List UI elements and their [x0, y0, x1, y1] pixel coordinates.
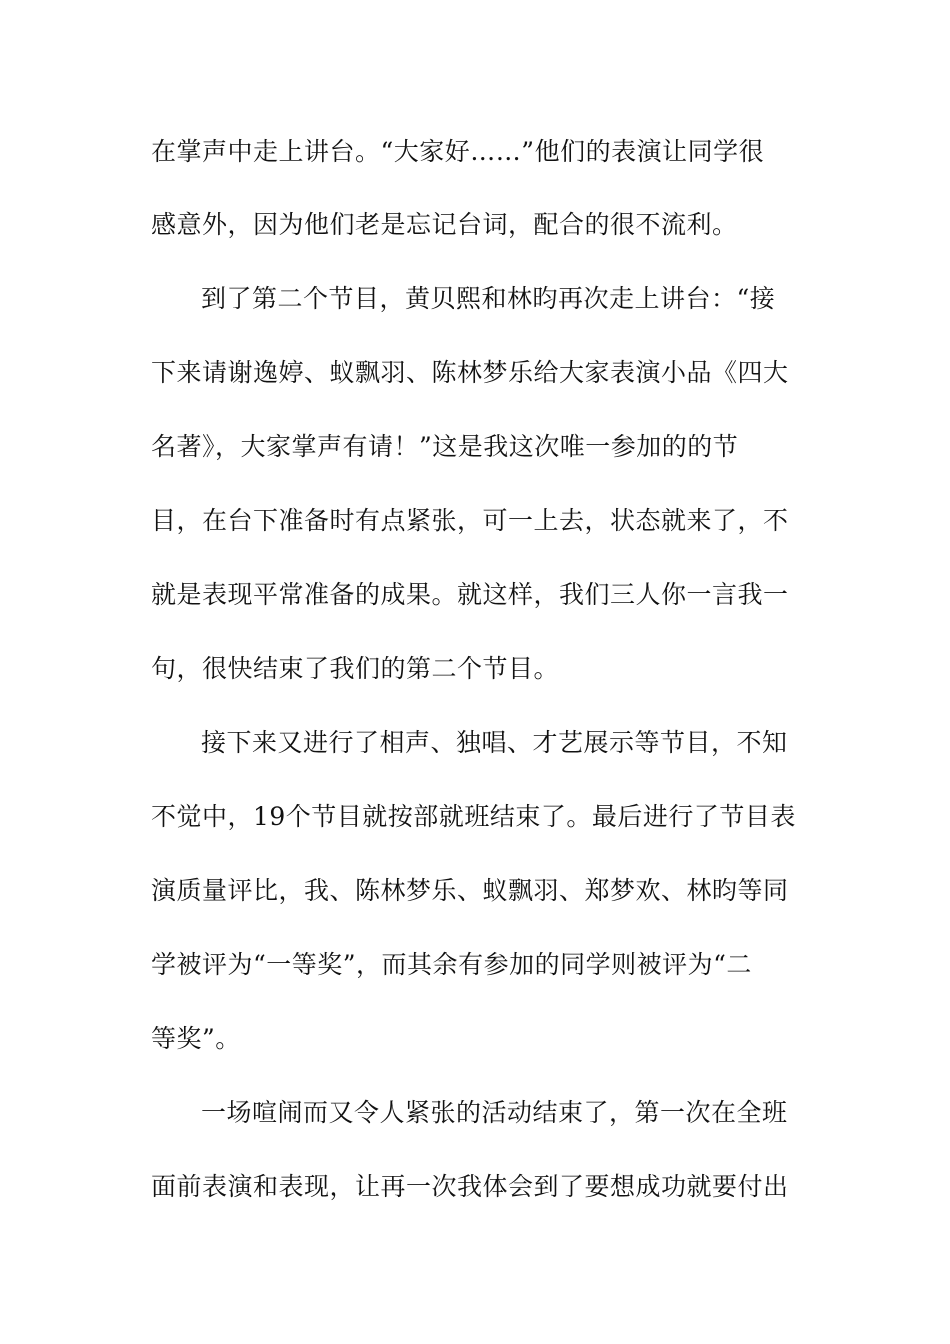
text-line: 目，在台下准备时有点紧张，可一上去，状态就来了，不	[151, 506, 789, 535]
paragraph-start-line: 一场喧闹而又令人紧张的活动结束了，第一次在全班	[201, 1098, 788, 1127]
text-line: 不觉中，19个节目就按部就班结束了。最后进行了节目表	[151, 802, 796, 831]
text-line: 演质量评比，我、陈林梦乐、蚁飘羽、郑梦欢、林昀等同	[151, 876, 789, 905]
text-line: 就是表现平常准备的成果。就这样，我们三人你一言我一	[151, 580, 789, 609]
paragraph-start-line: 到了第二个节目，黄贝熙和林昀再次走上讲台：“接	[201, 284, 776, 313]
text-line: 下来请谢逸婷、蚁飘羽、陈林梦乐给大家表演小品《四大	[151, 358, 789, 387]
text-line: 等奖”。	[151, 1024, 241, 1053]
text-line: 句，很快结束了我们的第二个节目。	[151, 654, 560, 683]
text-line: 感意外，因为他们老是忘记台词，配合的很不流利。	[151, 210, 738, 239]
text-line: 面前表演和表现，让再一次我体会到了要想成功就要付出	[151, 1172, 789, 1201]
text-line: 名著》，大家掌声有请！”这是我这次唯一参加的的节	[151, 432, 739, 461]
text-line: 学被评为“一等奖”，而其余有参加的同学则被评为“二	[151, 950, 752, 979]
paragraph-start-line: 接下来又进行了相声、独唱、才艺展示等节目，不知	[201, 728, 788, 757]
text-line: 在掌声中走上讲台。“大家好……”他们的表演让同学很	[151, 137, 765, 166]
